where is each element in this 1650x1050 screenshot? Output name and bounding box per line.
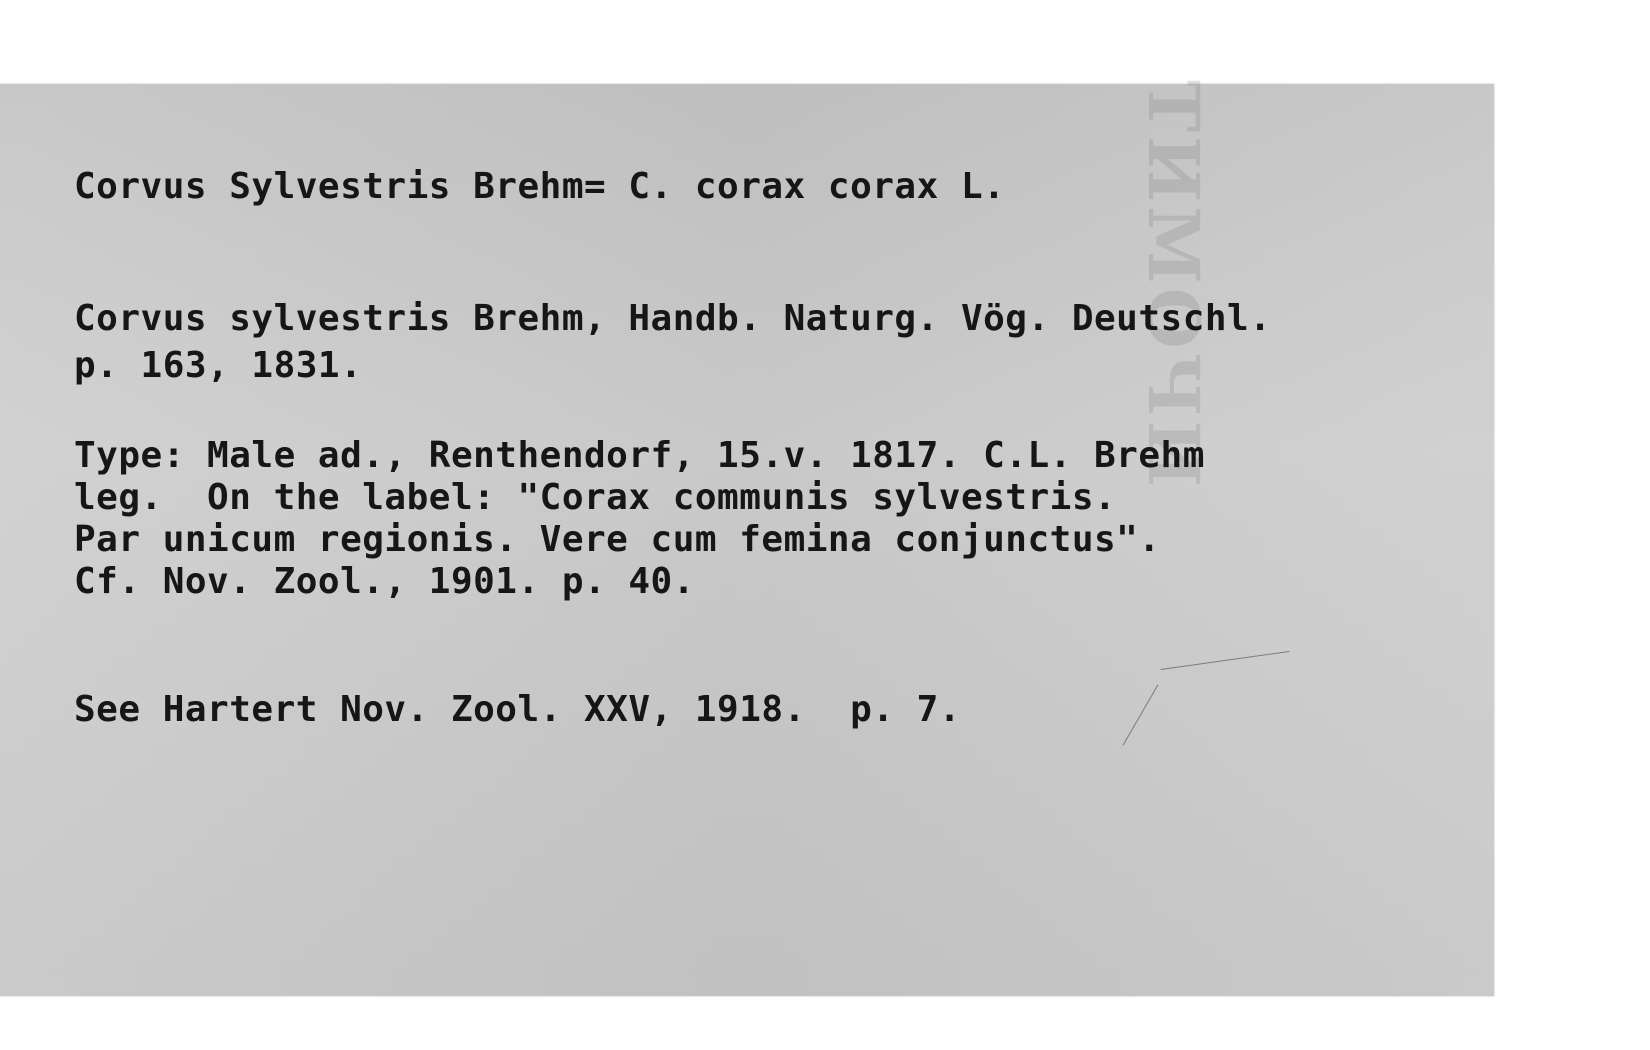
type-info-line-3: Par unicum regionis. Vere cum femina conjunctus".	[74, 519, 1161, 560]
reference-line: See Hartert Nov. Zool. XXV, 1918. p. 7.	[74, 689, 961, 730]
citation-line-2: p. 163, 1831.	[74, 345, 363, 386]
card-title-line: Corvus Sylvestris Brehm= C. corax corax L.	[74, 166, 1006, 207]
show-through-stamp: ТИМОЧИ	[1132, 80, 1215, 491]
type-info-line-2: leg. On the label: "Corax communis sylvestris.	[74, 477, 1117, 518]
citation-line-1: Corvus sylvestris Brehm, Handb. Naturg. Vög. Deutschl.	[74, 298, 1272, 339]
type-info-line-1: Type: Male ad., Renthendorf, 15.v. 1817. C.L. Brehm	[74, 435, 1205, 476]
type-info-line-4: Cf. Nov. Zool., 1901. p. 40.	[74, 561, 695, 602]
